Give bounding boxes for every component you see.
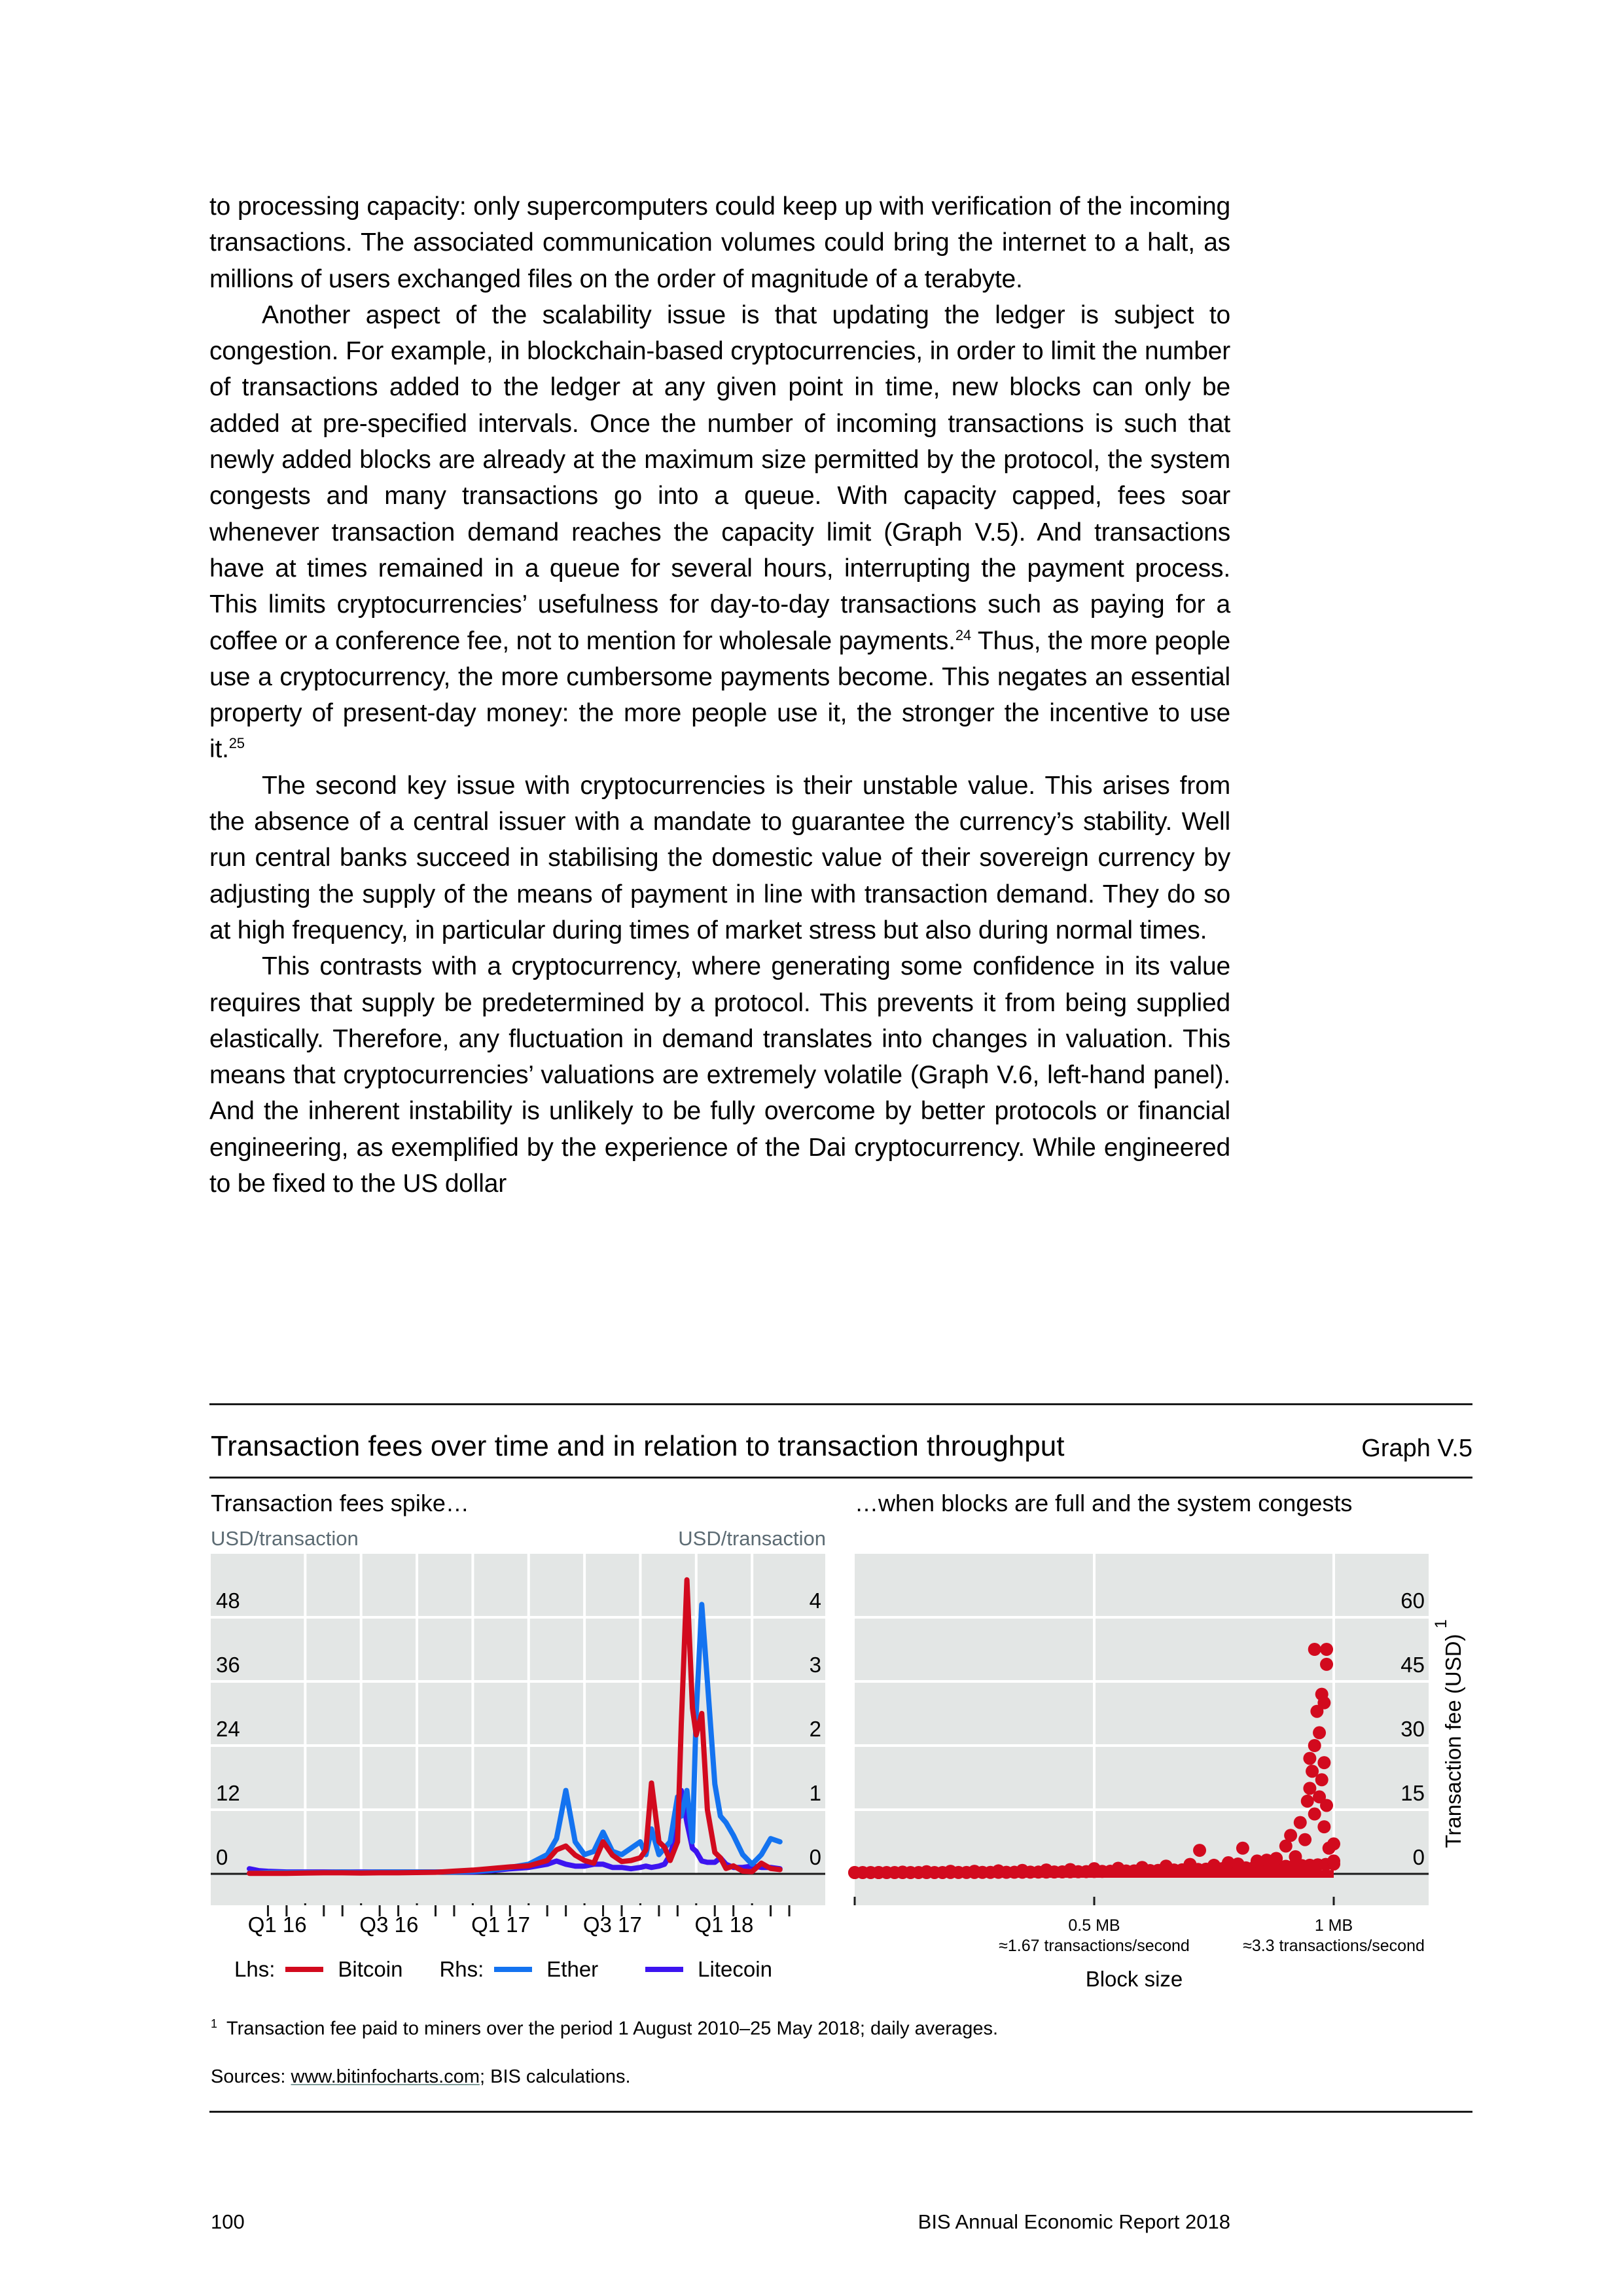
left-ytick-label: 36 <box>216 1653 240 1677</box>
x-tick-label: Q1 17 <box>471 1912 531 1937</box>
graph-id: Graph V.5 <box>1361 1435 1472 1462</box>
footnote-marker: 1 <box>211 2017 218 2030</box>
right-panel-ytick-label: 60 <box>1400 1588 1425 1613</box>
scatter-point <box>1320 1799 1333 1812</box>
legend-label-bitcoin: Bitcoin <box>338 1957 403 1981</box>
right-xtick-sublabel: ≈3.3 transactions/second <box>1243 1937 1425 1955</box>
x-tick-label: Q1 18 <box>694 1912 754 1937</box>
x-tick-label: Q3 17 <box>582 1912 642 1937</box>
scatter-point <box>920 1865 933 1878</box>
legend-swatch-bitcoin <box>285 1967 323 1972</box>
sources-prefix: Sources: <box>211 2066 291 2087</box>
scatter-point <box>1040 1863 1053 1876</box>
left-plot-area <box>211 1554 825 1905</box>
right-ylabel: Transaction fee (USD) <box>1441 1634 1465 1848</box>
right-ytick-label: 2 <box>809 1717 821 1741</box>
scatter-point <box>1320 1643 1333 1656</box>
graph-title: Transaction fees over time and in relation to transaction throughput <box>211 1430 1065 1462</box>
right-ytick-label: 4 <box>809 1588 821 1613</box>
x-tick-label: Q1 16 <box>247 1912 307 1937</box>
scatter-point <box>1289 1850 1302 1863</box>
legend-lhs-label: Lhs: <box>234 1957 276 1981</box>
scatter-point <box>1284 1829 1297 1842</box>
scatter-point <box>1063 1863 1077 1876</box>
scatter-point <box>1308 1808 1321 1821</box>
legend <box>234 1957 772 1982</box>
scatter-point <box>1313 1726 1326 1739</box>
scatter-point <box>1298 1833 1311 1846</box>
left-ytick-label: 48 <box>216 1588 240 1613</box>
scatter-point <box>944 1865 957 1878</box>
scatter-point <box>848 1866 861 1879</box>
scatter-point <box>1317 1820 1330 1833</box>
right-panel-ytick-label: 0 <box>1412 1845 1425 1869</box>
paragraph-1: to processing capacity: only supercomputers could keep up with verification of the incoming transactions. The associated communication volumes could bring the internet to a halt, as millions of users exchanged files on the order of magnitude of a terabyte. <box>209 192 1230 293</box>
scatter-point <box>1193 1844 1206 1857</box>
scatter-point <box>1160 1859 1173 1873</box>
right-plot-area <box>855 1554 1429 1905</box>
scatter-point <box>872 1866 885 1879</box>
scatter-point <box>1303 1752 1316 1765</box>
right-ytick-label: 3 <box>809 1653 821 1677</box>
right-panel-ytick-label: 45 <box>1400 1653 1425 1677</box>
right-panel-ytick-label: 30 <box>1400 1717 1425 1741</box>
page-number: 100 <box>211 2210 245 2233</box>
sources-link[interactable]: www.bitinfocharts.com <box>291 2066 480 2087</box>
left-ytick-label: 0 <box>216 1845 228 1869</box>
right-ytick-label: 1 <box>809 1781 821 1805</box>
scatter-point <box>1207 1859 1221 1872</box>
right-xtick-label: 0.5 MB <box>1068 1916 1120 1935</box>
graph-footnote <box>211 2017 998 2040</box>
paragraph-4: This contrasts with a cryptocurrency, where generating some confidence in its value requires that supply be predetermined by a protocol. This prevents it from being supplied elastically. Therefore, any fluctuation in demand translates into changes in valuation. This means that cryptocurrencies’ valuations are extremely volatile (Graph V.6, left-hand panel). And the inherent instability is unlikely to be fully overcome by better protocols or financial engineering, as exemplified by the experience of the Dai cryptocurrency. While engineered to be fixed to the US dollar <box>209 952 1230 1198</box>
paragraph-2-part-2: Thus, the more people use a cryptocurrency, the more cumbersome payments become. This negates an essential property of present-day money: the more people use it, the stronger the incentive to use it. <box>209 626 1230 764</box>
scatter-point <box>896 1865 909 1878</box>
scatter-point <box>1183 1858 1196 1871</box>
legend-label-litecoin: Litecoin <box>698 1957 772 1981</box>
paragraph-3: The second key issue with cryptocurrencies is their unstable value. This arises from the absence of a central issuer with a mandate to guarantee the currency’s stability. Well run central banks succeed in stabilising the domestic value of their sovereign currency by adjusting the supply of the means of payment in line with transaction demand. They do so at high frequency, in particular during times of market stress but also during normal times. <box>209 771 1230 944</box>
scatter-point <box>1320 1658 1333 1671</box>
scatter-point <box>1301 1795 1314 1808</box>
scatter-point <box>1236 1842 1249 1855</box>
scatter-point <box>1088 1862 1101 1875</box>
scatter-point <box>1135 1861 1149 1874</box>
paragraph-2-part-1: Another aspect of the scalability issue is that updating the ledger is subject to congestion. For example, in blockchain-based cryptocurrencies, in order to limit the number of transactions added to the ledger at any given point in time, new blocks can only be added at pre-specified intervals. Once the number of incoming transactions is such that newly added blocks are already at the maximum size permitted by the protocol, the system congests and many transactions go into a queue. With capacity capped, fees soar whenever transaction demand reaches the capacity limit (Graph V.5). And transactions have at times remained in a queue for several hours, interrupting the payment process. This limits cryptocurrencies’ usefulness for day-to-day transactions such as paying for a coffee or a conference fee, not to mention for wholesale payments. <box>209 300 1230 655</box>
sources-suffix: ; BIS calculations. <box>480 2066 631 2087</box>
scatter-point <box>1315 1773 1329 1786</box>
left-ytick-label: 12 <box>216 1781 240 1805</box>
scatter-point <box>968 1865 981 1878</box>
legend-rhs-label: Rhs: <box>439 1957 484 1981</box>
right-xlabel: Block size <box>1085 1967 1183 1991</box>
left-axis-unit: USD/transaction <box>211 1527 359 1550</box>
right-ytick-label: 0 <box>809 1845 821 1869</box>
legend-label-ether: Ether <box>546 1957 599 1981</box>
right-panel-ytick-label: 15 <box>1400 1781 1425 1805</box>
right-axis-unit: USD/transaction <box>678 1527 826 1550</box>
left-ytick-label: 24 <box>216 1717 240 1741</box>
scatter-point <box>992 1864 1005 1877</box>
scatter-point <box>1327 1837 1340 1850</box>
x-tick-label: Q3 16 <box>359 1912 419 1937</box>
scatter-point <box>1327 1854 1340 1867</box>
scatter-point <box>1232 1857 1245 1871</box>
right-xtick-sublabel: ≈1.67 transactions/second <box>999 1937 1190 1955</box>
scatter-point <box>1308 1739 1321 1752</box>
scatter-point <box>1308 1643 1321 1656</box>
scatter-point <box>1317 1696 1330 1710</box>
legend-swatch-ether <box>494 1967 532 1972</box>
scatter-point <box>1270 1852 1283 1865</box>
scatter-point <box>1112 1862 1125 1875</box>
footnote-ref-24[interactable]: 24 <box>955 626 971 643</box>
right-ylabel-footnote: 1 <box>1432 1619 1450 1628</box>
graph-sources <box>211 2066 631 2088</box>
graph-bottom-rule <box>209 2111 1472 2113</box>
right-panel-title: …when blocks are full and the system congests <box>855 1490 1353 1516</box>
footnote-text: Transaction fee paid to miners over the period 1 August 2010–25 May 2018; daily averages. <box>226 2018 999 2039</box>
left-panel-title: Transaction fees spike… <box>211 1490 469 1516</box>
publication-name: BIS Annual Economic Report 2018 <box>918 2210 1230 2233</box>
right-xtick-label: 1 MB <box>1314 1916 1353 1935</box>
scatter-point <box>1294 1816 1307 1829</box>
footnote-ref-25[interactable]: 25 <box>228 735 245 752</box>
scatter-point <box>1016 1864 1029 1877</box>
scatter-point <box>1317 1756 1330 1769</box>
legend-swatch-litecoin <box>645 1967 683 1972</box>
